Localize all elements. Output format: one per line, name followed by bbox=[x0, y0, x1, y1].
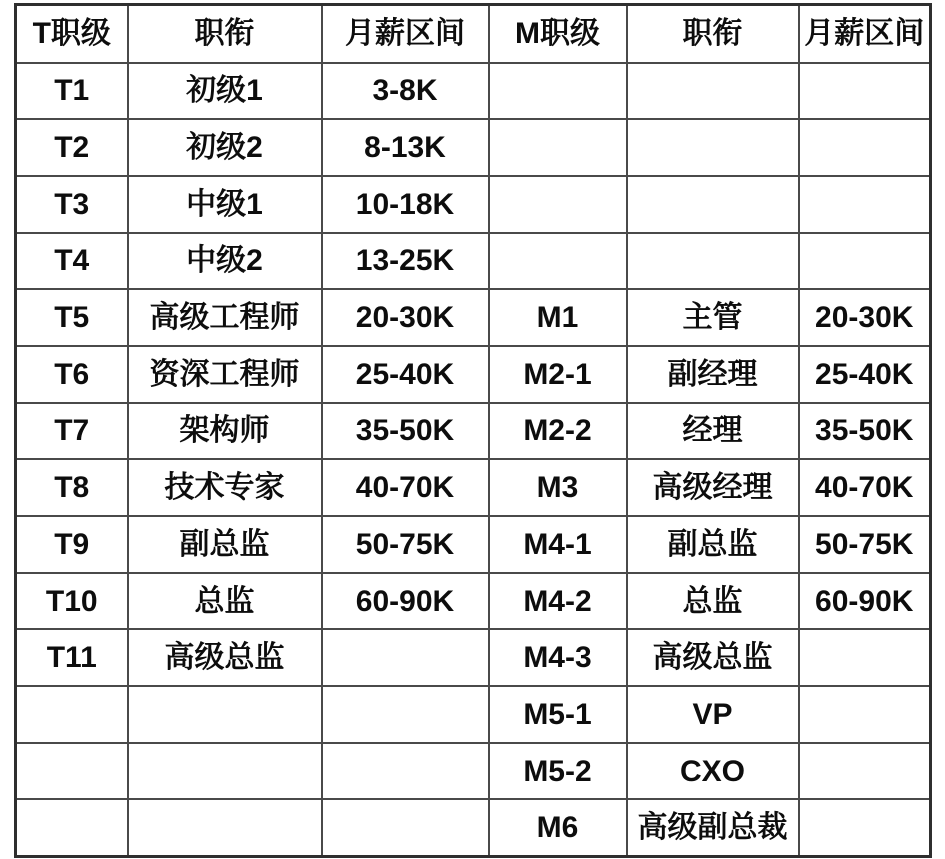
table-cell bbox=[489, 119, 627, 176]
table-cell: T5 bbox=[16, 289, 128, 346]
table-cell: M4-2 bbox=[489, 573, 627, 630]
table-cell bbox=[322, 799, 489, 856]
table-cell bbox=[799, 63, 931, 120]
table-cell: VP bbox=[627, 686, 799, 743]
table-cell: T10 bbox=[16, 573, 128, 630]
table-row bbox=[16, 403, 931, 460]
table-cell: 经理 bbox=[627, 403, 799, 460]
table-cell: 10-18K bbox=[322, 176, 489, 233]
table-cell bbox=[799, 233, 931, 290]
table-cell bbox=[799, 686, 931, 743]
table-cell: 50-75K bbox=[322, 516, 489, 573]
table-cell: M2-2 bbox=[489, 403, 627, 460]
table-row bbox=[16, 176, 931, 233]
table-cell bbox=[799, 176, 931, 233]
table-cell: CXO bbox=[627, 743, 799, 800]
table-cell: T3 bbox=[16, 176, 128, 233]
job-level-salary-table bbox=[14, 3, 932, 858]
table-cell bbox=[799, 119, 931, 176]
table-row bbox=[16, 516, 931, 573]
table-cell: 3-8K bbox=[322, 63, 489, 120]
table-cell: M5-2 bbox=[489, 743, 627, 800]
table-cell: 50-75K bbox=[799, 516, 931, 573]
table-cell: 25-40K bbox=[799, 346, 931, 403]
table-cell: M3 bbox=[489, 459, 627, 516]
table-cell: 初级2 bbox=[128, 119, 322, 176]
table-cell: M4-1 bbox=[489, 516, 627, 573]
table-cell bbox=[627, 233, 799, 290]
column-header-t-title: 职衔 bbox=[128, 5, 322, 63]
table-cell bbox=[16, 799, 128, 856]
table-cell: 主管 bbox=[627, 289, 799, 346]
table-cell: 20-30K bbox=[799, 289, 931, 346]
table-cell: 高级工程师 bbox=[128, 289, 322, 346]
table-cell bbox=[128, 799, 322, 856]
table-cell: 60-90K bbox=[322, 573, 489, 630]
table-cell: T8 bbox=[16, 459, 128, 516]
table-cell: 40-70K bbox=[799, 459, 931, 516]
table-row bbox=[16, 629, 931, 686]
table-cell: 35-50K bbox=[322, 403, 489, 460]
table-cell: 8-13K bbox=[322, 119, 489, 176]
table-row bbox=[16, 119, 931, 176]
table-cell bbox=[799, 629, 931, 686]
table-row bbox=[16, 233, 931, 290]
table-cell bbox=[128, 743, 322, 800]
table-row bbox=[16, 289, 931, 346]
table-cell: 40-70K bbox=[322, 459, 489, 516]
table-cell: T11 bbox=[16, 629, 128, 686]
table-cell: 高级总监 bbox=[128, 629, 322, 686]
table-row bbox=[16, 459, 931, 516]
table-cell: 60-90K bbox=[799, 573, 931, 630]
table-row bbox=[16, 799, 931, 856]
table-cell bbox=[322, 686, 489, 743]
table-row bbox=[16, 743, 931, 800]
table-cell bbox=[627, 119, 799, 176]
column-header-m-level: M职级 bbox=[489, 5, 627, 63]
table-cell: 架构师 bbox=[128, 403, 322, 460]
table-cell: 13-25K bbox=[322, 233, 489, 290]
table-cell: T6 bbox=[16, 346, 128, 403]
table-cell bbox=[489, 63, 627, 120]
table-cell: 技术专家 bbox=[128, 459, 322, 516]
table-cell bbox=[128, 686, 322, 743]
table-cell bbox=[799, 799, 931, 856]
column-header-t-level: T职级 bbox=[16, 5, 128, 63]
column-header-m-salary: 月薪区间 bbox=[799, 5, 931, 63]
table-cell bbox=[627, 63, 799, 120]
table-cell: 35-50K bbox=[799, 403, 931, 460]
table-cell: 25-40K bbox=[322, 346, 489, 403]
table-cell bbox=[489, 233, 627, 290]
table-cell: M4-3 bbox=[489, 629, 627, 686]
table-cell: 初级1 bbox=[128, 63, 322, 120]
table-row bbox=[16, 346, 931, 403]
table-cell bbox=[322, 629, 489, 686]
table-cell: 总监 bbox=[128, 573, 322, 630]
table-cell: 副经理 bbox=[627, 346, 799, 403]
table-cell: 资深工程师 bbox=[128, 346, 322, 403]
table-cell: T2 bbox=[16, 119, 128, 176]
column-header-t-salary: 月薪区间 bbox=[322, 5, 489, 63]
table-cell: M5-1 bbox=[489, 686, 627, 743]
header-row bbox=[16, 5, 931, 63]
table-cell: T9 bbox=[16, 516, 128, 573]
table-row bbox=[16, 686, 931, 743]
table-cell bbox=[799, 743, 931, 800]
table-cell: 高级总监 bbox=[627, 629, 799, 686]
table-cell bbox=[16, 686, 128, 743]
table-cell: 副总监 bbox=[128, 516, 322, 573]
table-cell: T7 bbox=[16, 403, 128, 460]
table-cell: 高级副总裁 bbox=[627, 799, 799, 856]
table-cell: 中级2 bbox=[128, 233, 322, 290]
table-cell bbox=[322, 743, 489, 800]
table-cell: M6 bbox=[489, 799, 627, 856]
table-cell: 20-30K bbox=[322, 289, 489, 346]
table-cell: T1 bbox=[16, 63, 128, 120]
table-cell: 副总监 bbox=[627, 516, 799, 573]
table-cell: 高级经理 bbox=[627, 459, 799, 516]
table-cell bbox=[489, 176, 627, 233]
table-cell bbox=[16, 743, 128, 800]
column-header-m-title: 职衔 bbox=[627, 5, 799, 63]
table-cell: M1 bbox=[489, 289, 627, 346]
table-cell: T4 bbox=[16, 233, 128, 290]
table-row bbox=[16, 573, 931, 630]
table-cell bbox=[627, 176, 799, 233]
table-row bbox=[16, 63, 931, 120]
table-cell: 总监 bbox=[627, 573, 799, 630]
table-cell: 中级1 bbox=[128, 176, 322, 233]
table-cell: M2-1 bbox=[489, 346, 627, 403]
